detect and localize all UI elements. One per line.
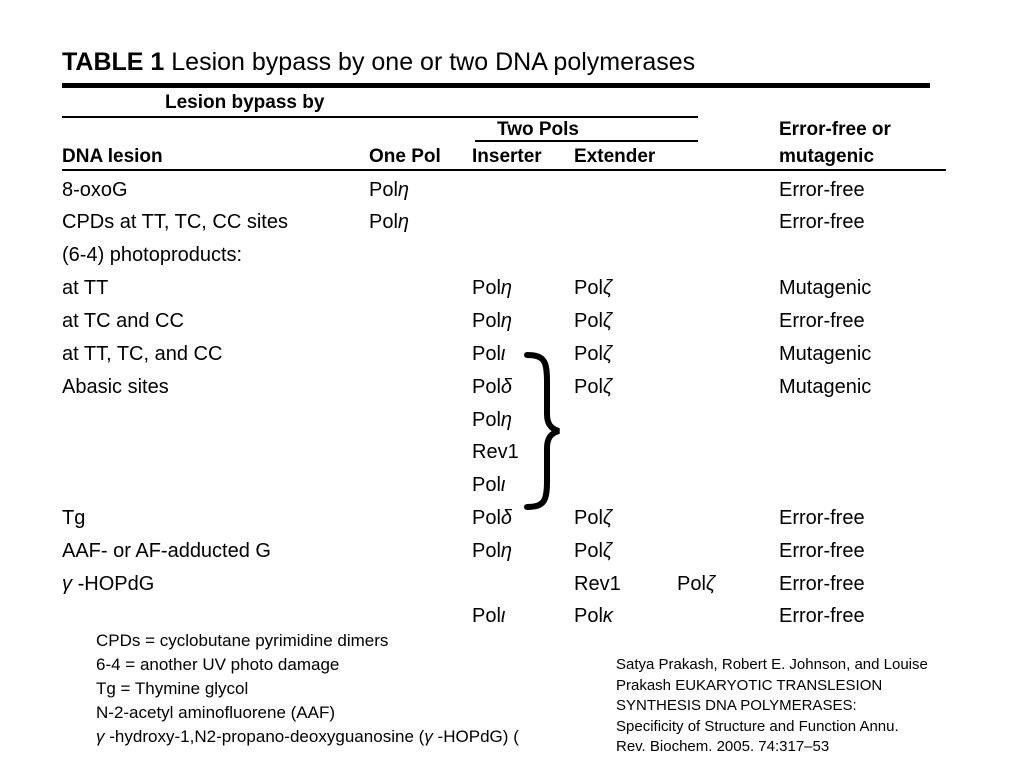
header-bottom-rule [62,169,946,171]
footnote: γ -hydroxy-1,N2-propano-deoxyguanosine (γ -HOPdG) ( [96,727,519,746]
footnote: N-2-acetyl aminofluorene (AAF) [96,703,336,722]
table-row-inserter: Polη [472,540,513,562]
citation-line: Rev. Biochem. 2005. 74:317–53 [616,738,830,755]
table-row-inserter: Polη [472,310,513,332]
table-row-outcome: Mutagenic [779,343,872,365]
table-row-inserter: Polι [472,474,506,496]
citation [616,655,928,758]
citation-line: SYNTHESIS DNA POLYMERASES: [616,697,857,714]
table-row-lesion: γ -HOPdG [62,573,155,595]
header-error-free-or: Error-free or [779,119,891,140]
header-rule-two-pols [475,140,698,142]
header-lesion-bypass-by: Lesion bypass by [165,92,325,113]
citation-line: Satya Prakash, Robert E. Johnson, and Louise [616,656,928,673]
table-row-extender: Polζ [574,277,613,299]
footnote: Tg = Thymine glycol [96,679,249,698]
table-row-extender: Polκ [574,605,613,627]
table-row-lesion: at TC and CC [62,310,184,332]
table-row-lesion: CPDs at TT, TC, CC sites [62,211,288,233]
table-row-outcome: Error-free [779,605,865,627]
table-row-outcome: Error-free [779,540,865,562]
header-rule-bypass [62,116,698,118]
table-row-extender: Polζ [574,376,613,398]
table-row-extender: Polζ [574,343,613,365]
table-row-one-pol: Polη [369,211,410,233]
table-row-lesion: at TT [62,277,109,299]
footnote: 6-4 = another UV photo damage [96,655,340,674]
header-mutagenic: mutagenic [779,146,875,167]
table-row-extender: Polζ [574,507,613,529]
table-row-inserter: Polδ [472,376,513,398]
header-one-pol: One Pol [369,146,441,167]
table-row-lesion: 8-oxoG [62,179,128,201]
table-row-outcome: Error-free [779,573,865,595]
footnote: CPDs = cyclobutane pyrimidine dimers [96,631,389,650]
table-row-outcome: Error-free [779,211,865,233]
table-row-inserter: Polδ [472,507,513,529]
table-row-lesion: at TT, TC, and CC [62,343,223,365]
citation-line: Specificity of Structure and Function Annu. [616,717,899,735]
table-row-inserter: Polι [472,605,506,627]
table-row-inserter: Rev1 [472,441,519,463]
table-row-lesion: (6-4) photoproducts: [62,244,243,266]
table-row-outcome: Error-free [779,507,865,529]
table-row-outcome: Error-free [779,179,865,201]
header-extender: Extender [574,146,656,167]
table-row-inserter: Polη [472,409,513,431]
citation-line: Prakash EUKARYOTIC TRANSLESION [616,676,883,694]
header-dna-lesion: DNA lesion [62,146,163,167]
table-title-text: Lesion bypass by one or two DNA polymerases [171,48,696,76]
table-title [62,48,695,77]
table-row-outcome: Mutagenic [779,376,872,398]
brace-icon [519,352,564,510]
table-row-extender: Rev1 [574,573,621,595]
title-rule [62,83,930,88]
table-row-outcome: Error-free [779,310,865,332]
table-row-inserter: Polη [472,277,513,299]
table-row-inserter: Polι [472,343,506,365]
table-label: TABLE 1 [62,48,165,76]
table-row-extender: Polζ [574,310,613,332]
table-row-one-pol: Polη [369,179,410,201]
table-row-lesion: AAF- or AF-adducted G [62,540,271,562]
header-inserter: Inserter [472,146,542,167]
table-row-lesion: Tg [62,507,86,529]
table-row-extender-2: Polζ [677,573,716,595]
header-two-pols: Two Pols [497,119,579,140]
table-row-lesion: Abasic sites [62,376,169,398]
table-row-outcome: Mutagenic [779,277,872,299]
table-row-extender: Polζ [574,540,613,562]
